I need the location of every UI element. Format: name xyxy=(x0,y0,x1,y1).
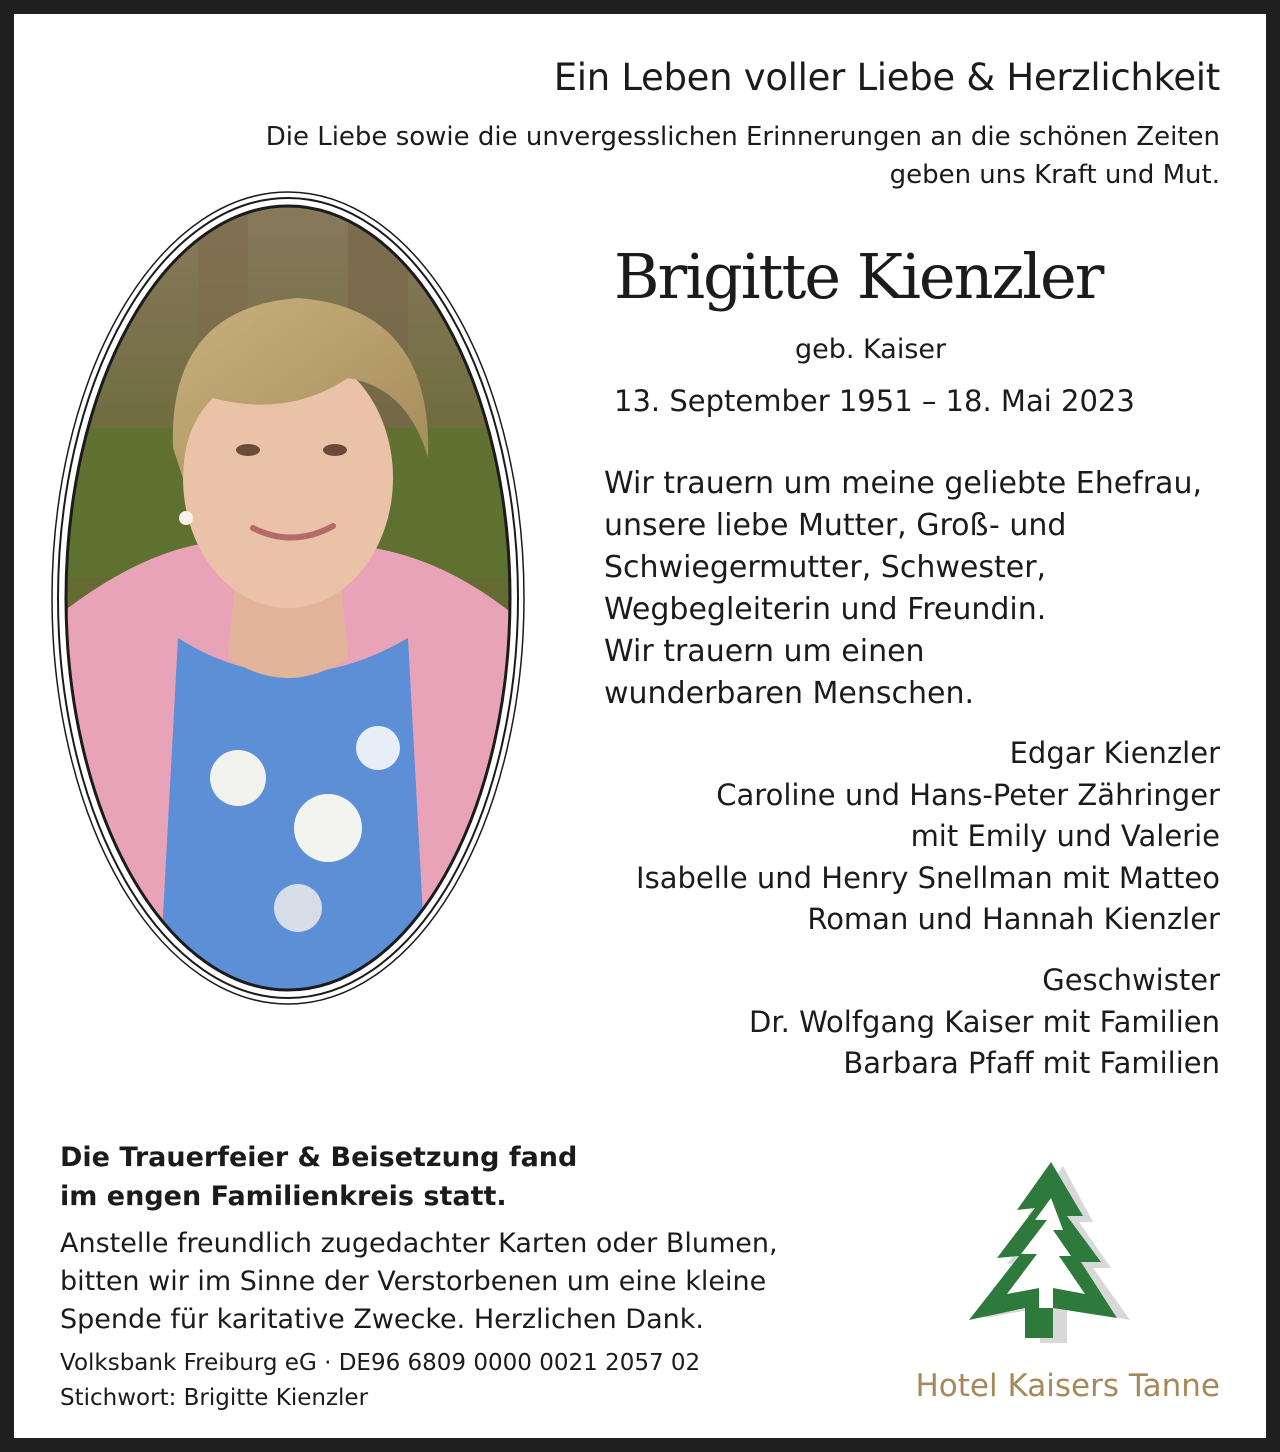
family-member: Edgar Kienzler xyxy=(1009,736,1220,770)
donation-keyword: Stichwort: Brigitte Kienzler xyxy=(60,1385,369,1411)
bank-details xyxy=(60,1346,700,1416)
ceremony-line: Die Trauerfeier & Beisetzung fand xyxy=(60,1142,578,1173)
mourning-line: Wegbegleiterin und Freundin. xyxy=(604,592,1047,627)
hotel-name: Hotel Kaisers Tanne xyxy=(915,1368,1220,1404)
family-member: Caroline und Hans-Peter Zähringer xyxy=(716,777,1220,812)
donation-line: bitten wir im Sinne der Verstorbenen um eine kleine xyxy=(60,1266,767,1297)
subheadline-line: Die Liebe sowie die unvergesslichen Erinnerungen an die schönen Zeiten xyxy=(265,122,1220,152)
ceremony-notice xyxy=(60,1138,577,1216)
subheadline xyxy=(220,118,1220,194)
life-dates: 13. September 1951 – 18. Mai 2023 xyxy=(614,384,1135,418)
portrait-photo xyxy=(48,188,528,1008)
family-member: Roman und Hannah Kienzler xyxy=(807,902,1220,936)
mourning-text xyxy=(604,463,1202,715)
sibling: Dr. Wolfgang Kaiser mit Familien xyxy=(749,1004,1220,1039)
headline: Ein Leben voller Liebe & Herzlichkeit xyxy=(553,56,1220,99)
family-list xyxy=(636,733,1220,941)
bank-account: Volksbank Freiburg eG · DE96 6809 0000 0021 2057 02 xyxy=(60,1350,701,1376)
subheadline-line: geben uns Kraft und Mut. xyxy=(889,160,1220,190)
mourning-line: unsere liebe Mutter, Groß- und xyxy=(604,508,1067,543)
donation-request xyxy=(60,1225,778,1339)
deceased-name: Brigitte Kienzler xyxy=(614,240,1103,313)
family-member: Isabelle und Henry Snellman mit Matteo xyxy=(636,860,1220,895)
ceremony-line: im engen Familienkreis statt. xyxy=(60,1181,507,1212)
donation-line: Spende für karitative Zwecke. Herzlichen Dank. xyxy=(60,1304,704,1335)
birth-name: geb. Kaiser xyxy=(795,334,947,365)
donation-line: Anstelle freundlich zugedachter Karten oder Blumen, xyxy=(60,1228,778,1259)
mourning-line: Wir trauern um meine geliebte Ehefrau, xyxy=(604,466,1202,501)
mourning-line: wunderbaren Menschen. xyxy=(604,676,975,711)
fir-tree-icon xyxy=(955,1158,1140,1348)
family-member: mit Emily und Valerie xyxy=(910,819,1220,853)
siblings-list xyxy=(749,960,1220,1085)
sibling: Barbara Pfaff mit Familien xyxy=(843,1046,1220,1080)
mourning-line: Wir trauern um einen xyxy=(604,634,925,669)
siblings-heading: Geschwister xyxy=(1042,963,1220,997)
mourning-line: Schwiegermutter, Schwester, xyxy=(604,550,1047,585)
